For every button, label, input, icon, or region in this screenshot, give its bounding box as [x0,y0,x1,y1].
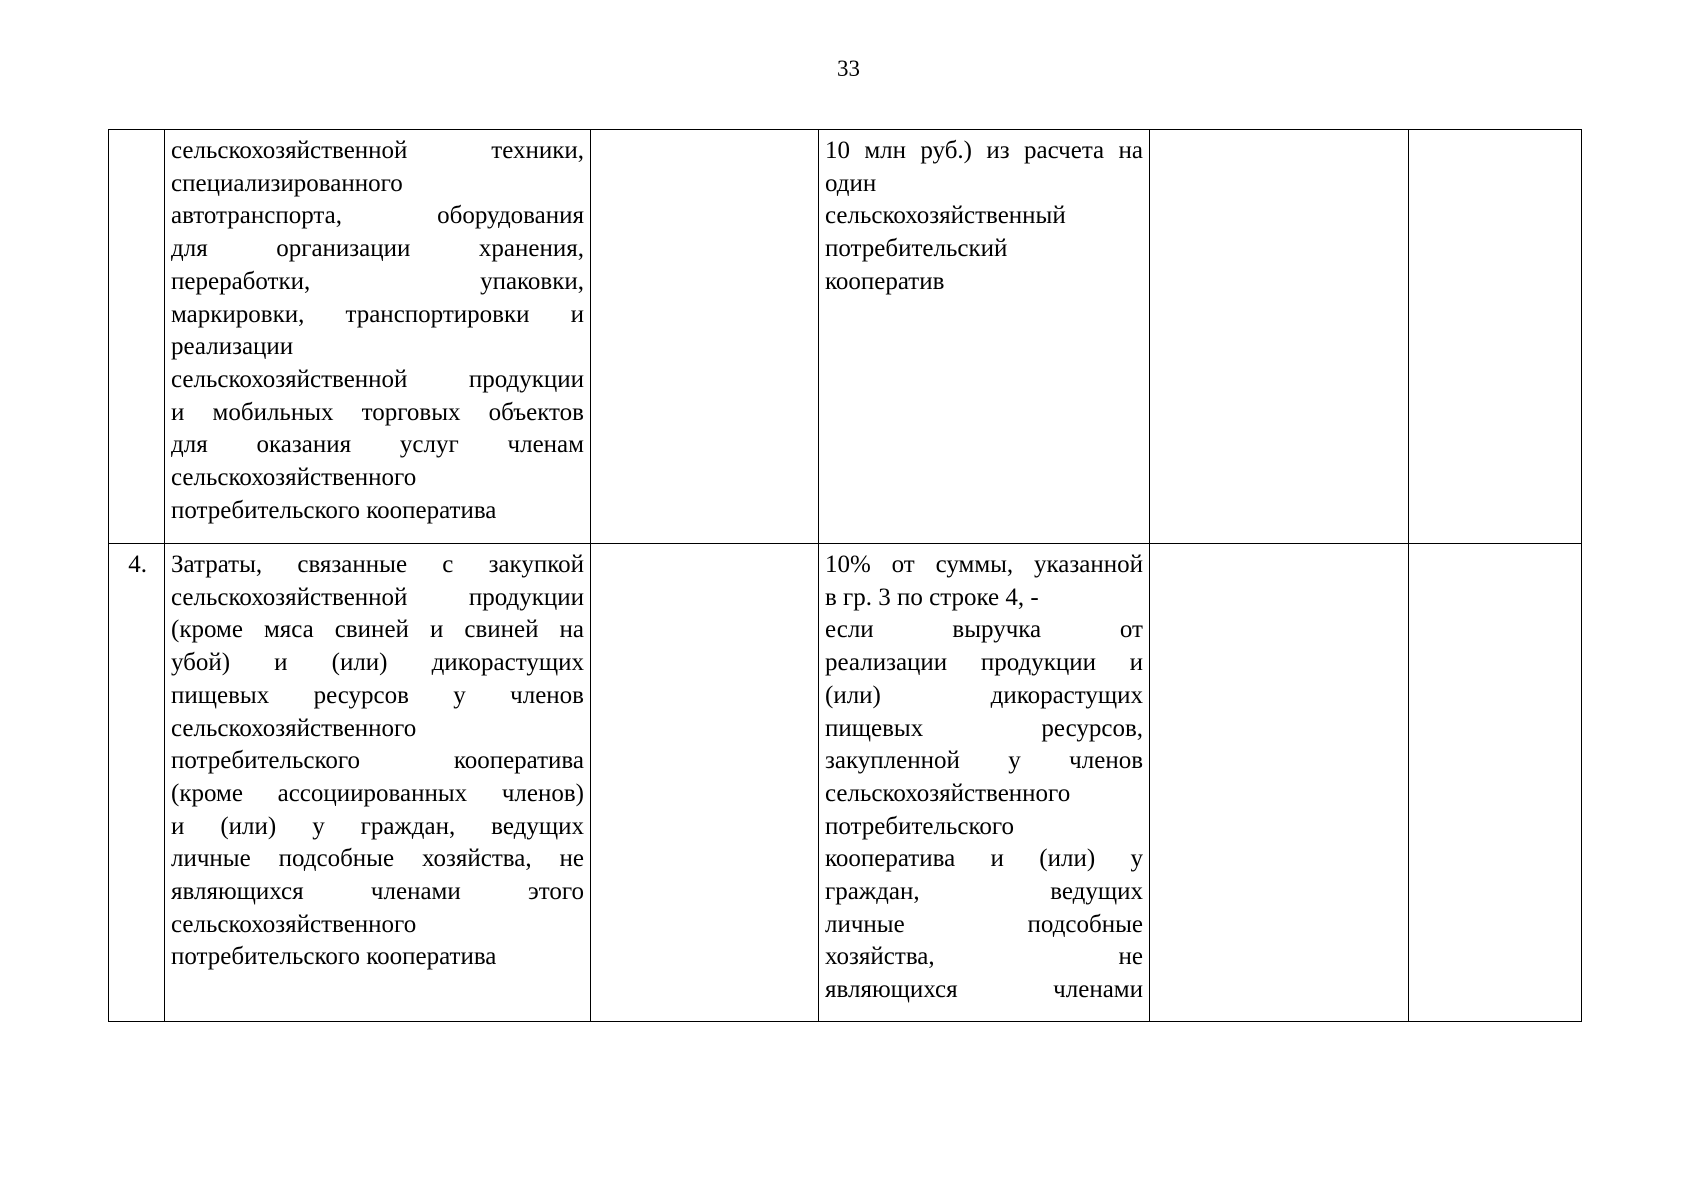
document-table [108,129,1582,1022]
text-line: для организации хранения, [171,235,584,263]
empty-cell [1150,130,1409,544]
text-line: 10% от суммы, указанной [825,551,1143,578]
text-line: (кроме мяса свиней и свиней на [171,616,584,644]
text-line: сельскохозяйственной техники, [171,137,584,164]
text-line: сельскохозяйственный [825,202,1066,230]
description-cell [165,544,591,1022]
text-line: и мобильных торговых объектов [171,398,584,426]
row-number-cell: 4. [109,544,165,1022]
text-line: в гр. 3 по строке 4, - [825,583,1039,611]
text-line: потребительского кооператива [171,747,584,775]
text-line: сельскохозяйственного [171,464,417,492]
page-number: 33 [837,56,860,81]
text-line: переработки, упаковки, [171,267,584,295]
text-line: специализированного [171,169,403,197]
description-cell [165,130,591,544]
text-line: закупленной у членов [825,747,1143,775]
text-line: реализации продукции и [825,649,1143,677]
text-line: граждан, ведущих [825,878,1143,906]
text-line: сельскохозяйственного [171,714,417,742]
text-line: сельскохозяйственной продукции [171,583,584,611]
text-line: потребительского [825,812,1014,840]
table-row [109,544,1582,1022]
text-line: сельскохозяйственного [171,910,417,938]
text-line: потребительского кооператива [171,496,497,524]
text-line: один [825,169,877,197]
text-line: Затраты, связанные с закупкой [171,551,584,578]
text-line: кооператив [825,267,945,295]
text-line: (или) дикорастущих [825,681,1143,709]
text-line: личные подсобные хозяйства, не [171,845,584,873]
text-line: являющихся членами этого [171,878,584,906]
text-line: сельскохозяйственного [825,779,1071,807]
row-number-cell [109,130,165,544]
text-line: если выручка от [825,616,1143,644]
text-line: и (или) у граждан, ведущих [171,812,584,840]
text-line: реализации [171,333,294,361]
empty-cell [591,544,819,1022]
empty-cell [591,130,819,544]
text-line: маркировки, транспортировки и [171,300,584,328]
empty-cell [1409,130,1582,544]
text-line: сельскохозяйственной продукции [171,365,584,393]
empty-cell [1409,544,1582,1022]
text-line: потребительского кооператива [171,943,497,971]
text-line: автотранспорта, оборудования [171,202,584,230]
text-line: убой) и (или) дикорастущих [171,649,584,677]
text-line: пищевых ресурсов, [825,714,1143,742]
text-line: хозяйства, не [825,943,1143,971]
limit-cell [819,544,1150,1022]
table-row [109,130,1582,544]
text-line: кооператива и (или) у [825,845,1143,873]
text-line: для оказания услуг членам [171,431,584,459]
limit-cell [819,130,1150,544]
text-line: личные подсобные [825,910,1143,938]
text-line: 10 млн руб.) из расчета на [825,137,1143,164]
text-line: пищевых ресурсов у членов [171,681,584,709]
text-line: (кроме ассоциированных членов) [171,779,584,807]
text-line: являющихся членами [825,976,1143,1004]
empty-cell [1150,544,1409,1022]
text-line: потребительский [825,235,1008,263]
